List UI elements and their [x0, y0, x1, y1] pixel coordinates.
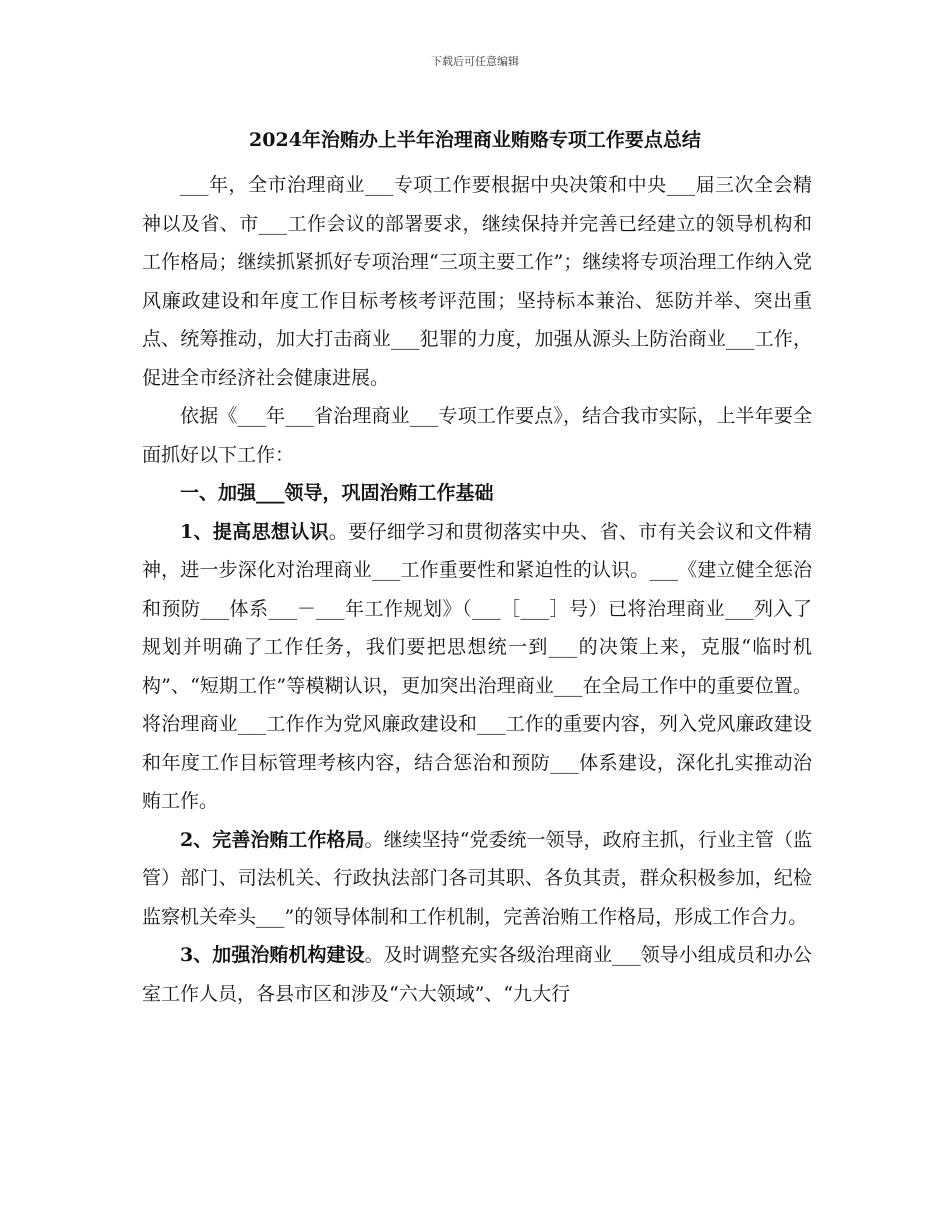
paragraph-basis	[142, 397, 812, 474]
paragraph-text: 。要仔细学习和贯彻落实中央、省、市有关会议和文件精神，进一步深化对治理商业___工作重要性和紧迫性的认识。___《建立健全惩治和预防___体系___－___年工作规划》（___［___］号）已将治理商业___列入了规划并明确了工作任务，我们要把思想统一到___的决策上来，克服“临时机构”、“短期工作”等模糊认识，更加突出治理商业___在全局工作中的重要位置。将治理商业___工作作为党风廉政建设和___工作的重要内容，列入党风廉政建设和年度工作目标管理考核内容，结合惩治和预防___体系建设，深化扎实推动治贿工作。	[142, 520, 812, 812]
document-title: 2024年治贿办上半年治理商业贿赂专项工作要点总结	[249, 129, 701, 151]
paragraph-text: 。继续坚持“党委统一领导，政府主抓，行业主管（监管）部门、司法机关、行政执法部门各司其职、各负其责，群众积极参加，纪检监察机关牵头___”的领导体制和工作机制，完善治贿工作格局，形成工作合力。	[142, 828, 812, 928]
paragraph-text: ___年，全市治理商业___专项工作要根据中央决策和中央___届三次全会精神以及省、市___工作会议的部署要求，继续保持并完善已经建立的领导机构和工作格局；继续抓紧抓好专项治理“三项主要工作”；继续将专项治理工作纳入党风廉政建设和年度工作目标考核考评范围；坚持标本兼治、惩防并举、突出重点、统筹推动，加大打击商业___犯罪的力度，加强从源头上防治商业___工作，促进全市经济社会健康进展。	[142, 174, 812, 389]
item-lead: 1、提高思想认识	[180, 520, 329, 543]
document-body	[142, 166, 812, 1013]
paragraph-text: 。及时调整充实各级治理商业___领导小组成员和办公室工作人员，各县市区和涉及“六大领域”、“九大行	[142, 944, 812, 1005]
paragraph-intro	[142, 166, 812, 397]
paragraph-item-2	[142, 821, 812, 937]
paragraph-item-3	[142, 936, 812, 1013]
paragraph-item-1	[142, 513, 812, 821]
section-heading	[142, 474, 812, 513]
item-lead: 3、加强治贿机构建设	[180, 944, 365, 966]
paragraph-text: 依据《___年___省治理商业___专项工作要点》，结合我市实际，上半年要全面抓好以下工作：	[142, 405, 812, 466]
item-lead: 2、完善治贿工作格局	[180, 828, 365, 851]
section-heading-text: 一、加强___领导，巩固治贿工作基础	[180, 482, 494, 504]
page-header: 下载后可任意编辑	[431, 55, 519, 68]
